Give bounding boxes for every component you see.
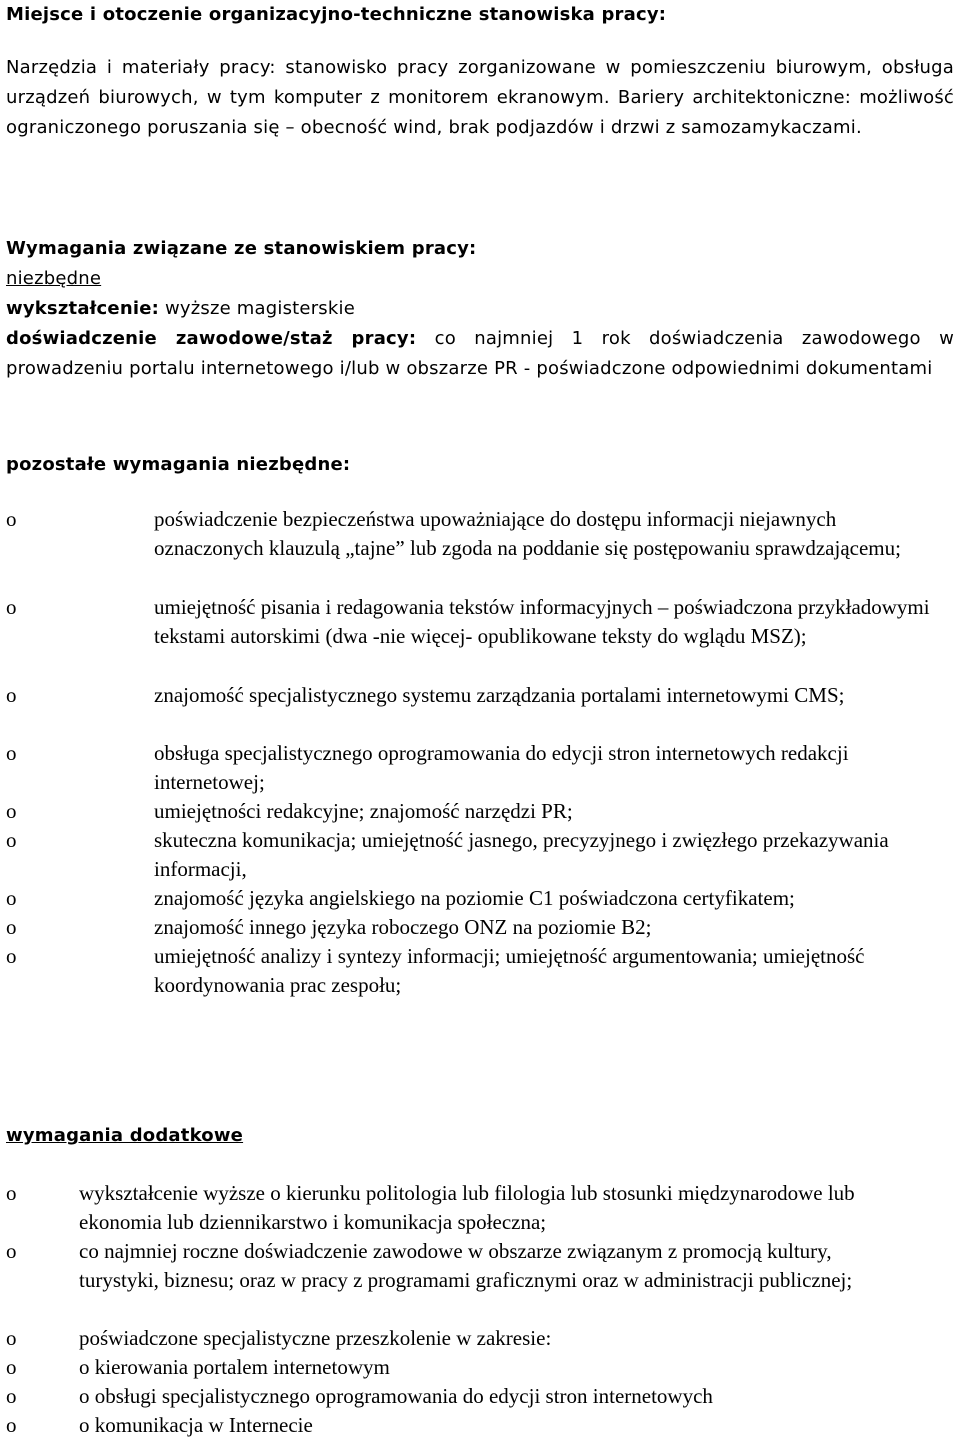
subheading-required: niezbędne bbox=[6, 268, 102, 289]
list-item-text: o kierowania portalem internetowym bbox=[79, 1355, 390, 1379]
bullet-icon: o bbox=[6, 741, 17, 765]
section-heading-workplace: Miejsce i otoczenie organizacyjno-techniczne stanowiska pracy: bbox=[6, 4, 667, 25]
list-item bbox=[6, 826, 934, 884]
list-item bbox=[6, 1353, 909, 1382]
bullet-icon: o bbox=[6, 1239, 17, 1263]
bullet-icon: o bbox=[6, 944, 17, 968]
list-item-text: obsługa specjalistycznego oprogramowania do edycji stron internetowych redakcji internetowej; bbox=[154, 741, 849, 794]
list-item bbox=[6, 1237, 909, 1324]
workplace-paragraph: Narzędzia i materiały pracy: stanowisko pracy zorganizowane w pomieszczeniu biurowym, obsługa urządzeń biurowych, w tym komputer z monitorem ekranowym. Bariery architektoniczne: możliwość ograniczonego poruszania się – obecność wind, brak podjazdów i drzwi z samozamykaczami. bbox=[6, 57, 954, 138]
list-item-text: o obsługi specjalistycznego oprogramowania do edycji stron internetowych bbox=[79, 1384, 713, 1408]
list-item bbox=[6, 739, 934, 797]
bullet-icon: o bbox=[6, 1413, 17, 1437]
list-item-text: co najmniej roczne doświadczenie zawodowe w obszarze związanym z promocją kultury, turystyki, biznesu; oraz w pracy z programami graficznymi oraz w administracji publicznej; bbox=[79, 1239, 853, 1292]
list-item-text: poświadczone specjalistyczne przeszkolenie w zakresie: bbox=[79, 1326, 552, 1350]
list-item-text: wykształcenie wyższe o kierunku politologia lub filologia lub stosunki międzynarodowe lub ekonomia lub dziennikarstwo i komunikacja społeczna; bbox=[79, 1181, 855, 1234]
bullet-icon: o bbox=[6, 595, 17, 619]
bullet-icon: o bbox=[6, 1326, 17, 1350]
list-item bbox=[6, 942, 934, 1000]
list-item bbox=[6, 1179, 879, 1237]
list-item-text: o komunikacja w Internecie bbox=[79, 1413, 313, 1437]
section-heading-other-required: pozostałe wymagania niezbędne: bbox=[6, 454, 351, 475]
list-item-text: umiejętność analizy i syntezy informacji; umiejętność argumentowania; umiejętność koordynowania prac zespołu; bbox=[154, 944, 865, 997]
list-item-text: umiejętność pisania i redagowania tekstów informacyjnych – poświadczona przykładowymi tekstami autorskimi (dwa -nie więcej- opublikowane teksty do wglądu MSZ); bbox=[154, 595, 930, 648]
section-heading-requirements: Wymagania związane ze stanowiskiem pracy: bbox=[6, 238, 477, 259]
experience-value: co najmniej 1 rok doświadczenia zawodowego w prowadzeniu portalu internetowego i/lub w obszarze PR - poświadczone odpowiednimi dokumentami bbox=[6, 328, 954, 379]
required-list bbox=[6, 505, 956, 1000]
bullet-icon: o bbox=[6, 886, 17, 910]
education-value: wyższe magisterskie bbox=[159, 298, 355, 319]
additional-list bbox=[6, 1179, 956, 1440]
list-item-text: znajomość języka angielskiego na poziomie C1 poświadczona certyfikatem; bbox=[154, 886, 795, 910]
list-item bbox=[6, 1324, 909, 1353]
bullet-icon: o bbox=[6, 915, 17, 939]
experience-paragraph bbox=[6, 324, 954, 384]
bullet-icon: o bbox=[6, 1181, 17, 1205]
list-item bbox=[6, 593, 954, 681]
bullet-icon: o bbox=[6, 507, 17, 531]
bullet-icon: o bbox=[6, 799, 17, 823]
list-item bbox=[6, 681, 934, 739]
list-item-text: umiejętności redakcyjne; znajomość narzędzi PR; bbox=[154, 799, 573, 823]
list-item bbox=[6, 1382, 909, 1411]
list-item bbox=[6, 797, 934, 826]
list-item bbox=[6, 1411, 909, 1440]
list-item-text: skuteczna komunikacja; umiejętność jasnego, precyzyjnego i zwięzłego przekazywania informacji, bbox=[154, 828, 889, 881]
list-item-text: znajomość specjalistycznego systemu zarządzania portalami internetowymi CMS; bbox=[154, 683, 845, 707]
list-item bbox=[6, 913, 934, 942]
experience-label: doświadczenie zawodowe/staż pracy: bbox=[6, 328, 417, 349]
list-item-text: poświadczenie bezpieczeństwa upoważniające do dostępu informacji niejawnych oznaczonych klauzulą „tajne” lub zgoda na poddanie się postępowaniu sprawdzającemu; bbox=[154, 507, 901, 560]
list-item bbox=[6, 505, 934, 593]
bullet-icon: o bbox=[6, 683, 17, 707]
section-heading-additional: wymagania dodatkowe bbox=[6, 1125, 244, 1146]
list-item-text: znajomość innego języka roboczego ONZ na poziomie B2; bbox=[154, 915, 652, 939]
list-item bbox=[6, 884, 944, 913]
bullet-icon: o bbox=[6, 1384, 17, 1408]
bullet-icon: o bbox=[6, 828, 17, 852]
bullet-icon: o bbox=[6, 1355, 17, 1379]
education-label: wykształcenie: bbox=[6, 298, 160, 319]
education-line bbox=[6, 294, 355, 324]
